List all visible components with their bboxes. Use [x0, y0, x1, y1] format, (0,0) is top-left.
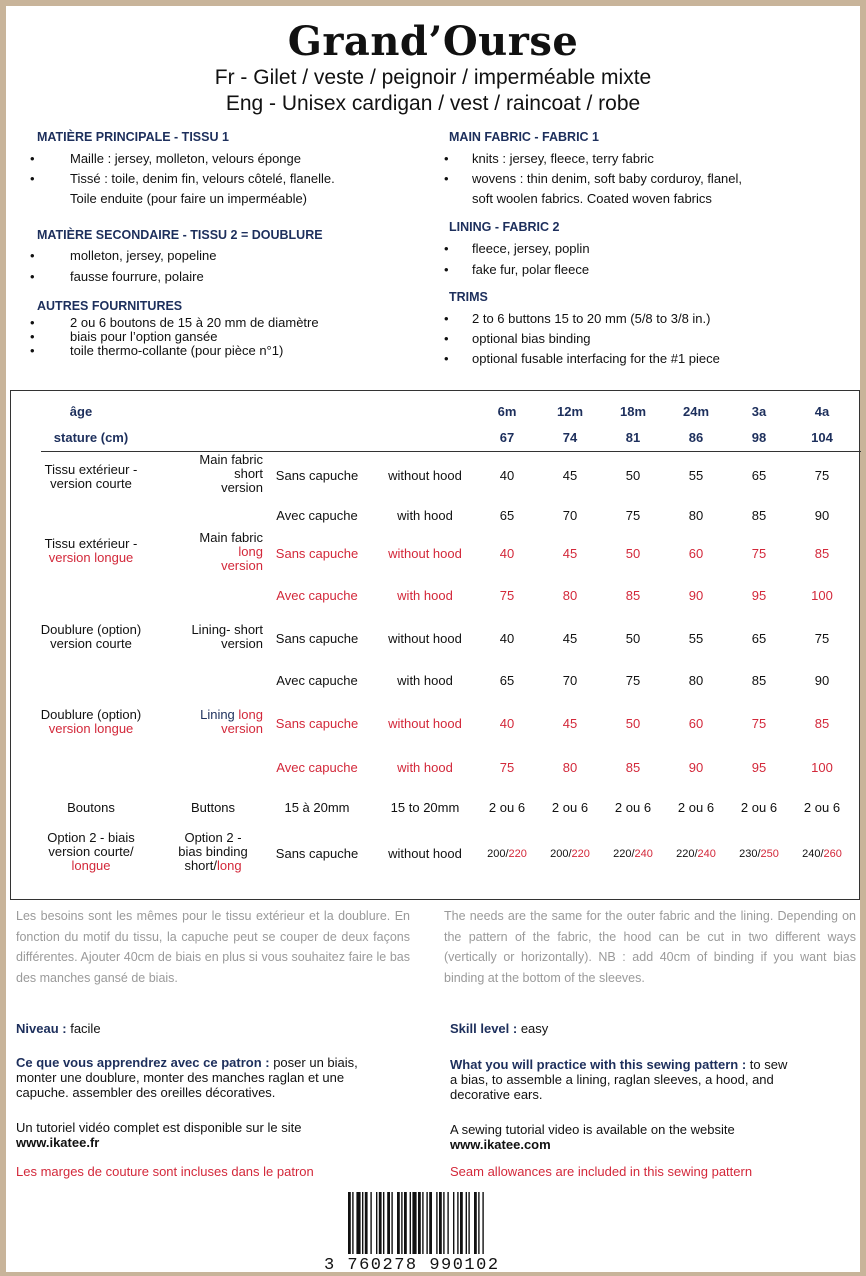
en-main-item: soft woolen fabrics. Coated woven fabrics [472, 191, 712, 206]
barcode-bar [379, 1192, 382, 1254]
barcode-bar [439, 1192, 442, 1254]
fr-main-fabric-title: MATIÈRE PRINCIPALE - TISSU 1 [37, 130, 229, 144]
type-lining-short: Lining- short version [191, 622, 263, 651]
bias-binding-cell: 230/250 [739, 848, 779, 860]
group-ext-long: Tissu extérieur - version longue [44, 536, 138, 565]
hood-option-fr: Avec capuche [276, 673, 358, 688]
fr-supplies-item: • toile thermo-collante (pour pièce n°1) [30, 343, 284, 358]
barcode-bar [478, 1192, 479, 1254]
fabric-value-cell: 60 [688, 546, 704, 561]
fabric-value-cell: 50 [625, 631, 641, 646]
fabric-value-cell: 2 ou 6 [803, 800, 841, 815]
hood-option-fr: Avec capuche [276, 760, 358, 775]
group-option-2: Option 2 - biais version courte/ longue [47, 830, 135, 873]
fabric-value-cell: 70 [562, 673, 578, 688]
fabric-value-cell: 55 [688, 631, 704, 646]
barcode-bar [387, 1192, 390, 1254]
type-option-2: Option 2 - bias binding short/long [178, 830, 248, 873]
fr-seam-allowance: Les marges de couture sont incluses dans le patron [16, 1164, 314, 1179]
barcode-bar [468, 1192, 469, 1254]
hood-option-fr: Sans capuche [275, 631, 359, 646]
hood-option-en: with hood [397, 588, 453, 603]
barcode-bar [376, 1192, 377, 1254]
fabric-value-cell: 2 ou 6 [740, 800, 778, 815]
bias-binding-cell: 240/260 [802, 848, 842, 860]
barcode-bar [422, 1192, 423, 1254]
age-header-cell: 3a [751, 404, 767, 419]
bias-binding-cell: 200/220 [550, 848, 590, 860]
hood-option-en: with hood [397, 673, 453, 688]
fabric-requirements-table [10, 390, 860, 900]
barcode [346, 1192, 534, 1254]
en-learn: What you will practice with this sewing pattern : to sew a bias, to assemble a lining, raglan sleeves, a hood, and decorative ears. [450, 1057, 788, 1102]
fabric-value-cell: 65 [499, 673, 515, 688]
fr-main-item: • Tissé : toile, denim fin, velours côtelé, flanelle. [30, 171, 335, 186]
fabric-value-cell: 85 [814, 716, 830, 731]
fabric-value-cell: 85 [625, 588, 641, 603]
barcode-bar [457, 1192, 458, 1254]
age-header-cell: 18m [619, 404, 647, 419]
barcode-bar [365, 1192, 368, 1254]
stature-header-cell: 104 [811, 430, 833, 445]
stature-header-cell: 86 [688, 430, 704, 445]
en-trims-item: • optional bias binding [444, 331, 591, 346]
barcode-bar [482, 1192, 483, 1254]
barcode-bar [418, 1192, 421, 1254]
fabric-value-cell: 85 [814, 546, 830, 561]
en-lining-item: • fleece, jersey, poplin [444, 241, 590, 256]
barcode-bar [453, 1192, 454, 1254]
barcode-bar [362, 1192, 363, 1254]
fabric-value-cell: 80 [688, 508, 704, 523]
stature-header-cell: 74 [562, 430, 578, 445]
group-buttons: Boutons [67, 800, 115, 815]
barcode-bar [352, 1192, 353, 1254]
barcode-bar [397, 1192, 400, 1254]
fabric-value-cell: 100 [811, 760, 833, 775]
hood-option-en: without hood [388, 468, 462, 483]
barcode-bar [401, 1192, 402, 1254]
fabric-value-cell: 60 [688, 716, 704, 731]
barcode-bar [404, 1192, 407, 1254]
fr-secondary-item: • molleton, jersey, popeline [30, 248, 217, 263]
fabric-value-cell: 2 ou 6 [614, 800, 652, 815]
subtitle-en: Eng - Unisex cardigan / vest / raincoat / robe [225, 92, 641, 115]
age-label: âge [69, 404, 93, 419]
en-main-item: • wovens : thin denim, soft baby corduroy, flanel, [444, 171, 743, 186]
barcode-bar [474, 1192, 477, 1254]
en-website-link[interactable]: www.ikatee.com [450, 1137, 551, 1152]
bias-binding-cell: 220/240 [676, 848, 716, 860]
stature-label: stature (cm) [53, 430, 129, 445]
fabric-value-cell: 85 [625, 760, 641, 775]
fabric-value-cell: 80 [562, 760, 578, 775]
barcode-bar [443, 1192, 444, 1254]
barcode-bar [447, 1192, 448, 1254]
table-header-divider [41, 451, 861, 452]
hood-option-fr: Sans capuche [275, 468, 359, 483]
fr-notes-paragraph: Les besoins sont les mêmes pour le tissu extérieur et la doublure. En fonction du motif du tissu, la capuche peut se couper de deux façons différentes. Ajouter 40cm de biais en plus si vous souhaitez faire le bas des manches gansé de biais. [16, 909, 410, 985]
barcode-number: 3 760278 990102 [324, 1256, 500, 1275]
barcode-bar [436, 1192, 437, 1254]
barcode-bar [429, 1192, 432, 1254]
fabric-value-cell: 40 [499, 546, 515, 561]
fabric-value-cell: 75 [814, 631, 830, 646]
fabric-value-cell: 50 [625, 468, 641, 483]
fabric-value-cell: 2 ou 6 [488, 800, 526, 815]
type-buttons: Buttons [190, 800, 236, 815]
hood-option-fr: Avec capuche [276, 508, 358, 523]
fabric-value-cell: 40 [499, 631, 515, 646]
fr-website-link[interactable]: www.ikatee.fr [16, 1135, 100, 1150]
barcode-bar [460, 1192, 463, 1254]
type-main-short: Main fabric short version [199, 452, 263, 495]
fabric-value-cell: 80 [562, 588, 578, 603]
age-header-cell: 4a [814, 404, 830, 419]
fabric-value-cell: 90 [688, 588, 704, 603]
fabric-value-cell: 2 ou 6 [677, 800, 715, 815]
subtitle-fr: Fr - Gilet / veste / peignoir / imperméable mixte [214, 66, 652, 89]
barcode-bar [412, 1192, 416, 1254]
fabric-value-cell: 85 [751, 508, 767, 523]
fabric-value-cell: 90 [688, 760, 704, 775]
fr-level: Niveau : facile [16, 1021, 101, 1036]
en-lining-item: • fake fur, polar fleece [444, 262, 590, 277]
barcode-bar [348, 1192, 351, 1254]
fabric-value-cell: 100 [811, 588, 833, 603]
en-lining-title: LINING - FABRIC 2 [449, 220, 560, 234]
fabric-value-cell: 65 [751, 468, 767, 483]
fabric-value-cell: 50 [625, 716, 641, 731]
fr-supplies-item: • 2 ou 6 boutons de 15 à 20 mm de diamètre [30, 315, 319, 330]
group-lining-long: Doublure (option) version longue [40, 707, 142, 736]
fr-supplies-item: • biais pour l’option gansée [30, 329, 218, 344]
fabric-value-cell: 95 [751, 588, 767, 603]
fr-main-item: • Maille : jersey, molleton, velours éponge [30, 151, 301, 166]
barcode-bar [410, 1192, 411, 1254]
fabric-value-cell: 40 [499, 468, 515, 483]
bias-binding-cell: 200/220 [487, 848, 527, 860]
hood-option-fr: Sans capuche [275, 716, 359, 731]
age-header-cell: 24m [682, 404, 710, 419]
en-main-item: • knits : jersey, fleece, terry fabric [444, 151, 654, 166]
fabric-value-cell: 65 [751, 631, 767, 646]
fabric-value-cell: 75 [625, 508, 641, 523]
group-lining-short: Doublure (option) version courte [40, 622, 142, 651]
hood-option-en: with hood [397, 508, 453, 523]
pattern-back-card [6, 6, 860, 1275]
type-main-long: Main fabric long version [199, 530, 263, 573]
hood-option-fr: Sans capuche [275, 546, 359, 561]
age-header-cell: 6m [497, 404, 517, 419]
age-header-cell: 12m [556, 404, 584, 419]
fabric-value-cell: 95 [751, 760, 767, 775]
en-seam-allowance: Seam allowances are included in this sewing pattern [450, 1164, 753, 1179]
fabric-value-cell: 75 [751, 546, 767, 561]
fabric-value-cell: 65 [499, 508, 515, 523]
fr-main-item: Toile enduite (pour faire un imperméable) [70, 191, 308, 206]
fabric-value-cell: 85 [751, 673, 767, 688]
barcode-bar [370, 1192, 371, 1254]
en-trims-title: TRIMS [449, 290, 488, 304]
en-main-fabric-title: MAIN FABRIC - FABRIC 1 [449, 130, 599, 144]
fabric-value-cell: 55 [688, 468, 704, 483]
hood-option-fr: Sans capuche [275, 846, 359, 861]
fabric-value-cell: 2 ou 6 [551, 800, 589, 815]
fabric-value-cell: 45 [562, 546, 578, 561]
fabric-value-cell: 75 [499, 760, 515, 775]
fabric-value-cell: 75 [499, 588, 515, 603]
group-ext-short: Tissu extérieur - version courte [44, 462, 138, 491]
hood-option-fr: Avec capuche [276, 588, 358, 603]
hood-option-en: without hood [388, 846, 462, 861]
stature-header-cell: 98 [751, 430, 767, 445]
fr-supplies-title: AUTRES FOURNITURES [37, 299, 183, 313]
fr-secondary-fabric-title: MATIÈRE SECONDAIRE - TISSU 2 = DOUBLURE [37, 228, 323, 242]
type-lining-long: Lining long version [200, 707, 263, 736]
fabric-value-cell: 90 [814, 508, 830, 523]
hood-option-en: with hood [397, 760, 453, 775]
fabric-value-cell: 75 [625, 673, 641, 688]
fabric-value-cell: 80 [688, 673, 704, 688]
en-notes-paragraph: The needs are the same for the outer fabric and the lining. Depending on the pattern of the fabric, the hood can be cut in two different ways (vertically or horizontally). NB : add 40cm of binding if you want bias binding at the bottom of the sleeves. [444, 909, 856, 985]
fabric-value-cell: 45 [562, 716, 578, 731]
barcode-bar [426, 1192, 427, 1254]
barcode-bar [383, 1192, 384, 1254]
fabric-value-cell: 45 [562, 468, 578, 483]
hood-option-en: 15 to 20mm [390, 800, 460, 815]
hood-option-en: without hood [388, 631, 462, 646]
fabric-value-cell: 45 [562, 631, 578, 646]
bias-binding-cell: 220/240 [613, 848, 653, 860]
hood-option-en: without hood [388, 546, 462, 561]
en-trims-item: • optional fusable interfacing for the #1 piece [444, 351, 720, 366]
barcode-bar [466, 1192, 467, 1254]
en-video: A sewing tutorial video is available on the website www.ikatee.com [450, 1122, 735, 1152]
fabric-value-cell: 75 [814, 468, 830, 483]
fr-learn: Ce que vous apprendrez avec ce patron : poser un biais, monter une doublure, monter des manches raglan et une capuche. assembler des oreilles décoratives. [16, 1055, 358, 1100]
barcode-bar [391, 1192, 392, 1254]
en-trims-item: • 2 to 6 buttons 15 to 20 mm (5/8 to 3/8 in.) [444, 311, 711, 326]
fr-video: Un tutoriel vidéo complet est disponible sur le site www.ikatee.fr [16, 1120, 302, 1150]
fabric-value-cell: 90 [814, 673, 830, 688]
barcode-bar [356, 1192, 360, 1254]
stature-header-cell: 81 [625, 430, 641, 445]
fabric-value-cell: 40 [499, 716, 515, 731]
stature-header-cell: 67 [499, 430, 515, 445]
hood-option-en: without hood [388, 716, 462, 731]
fabric-value-cell: 50 [625, 546, 641, 561]
fabric-value-cell: 70 [562, 508, 578, 523]
hood-option-fr: 15 à 20mm [284, 800, 350, 815]
pattern-title: Grand’Ourse [287, 18, 579, 65]
en-level: Skill level : easy [450, 1021, 549, 1036]
fabric-value-cell: 75 [751, 716, 767, 731]
fr-secondary-item: • fausse fourrure, polaire [30, 269, 204, 284]
